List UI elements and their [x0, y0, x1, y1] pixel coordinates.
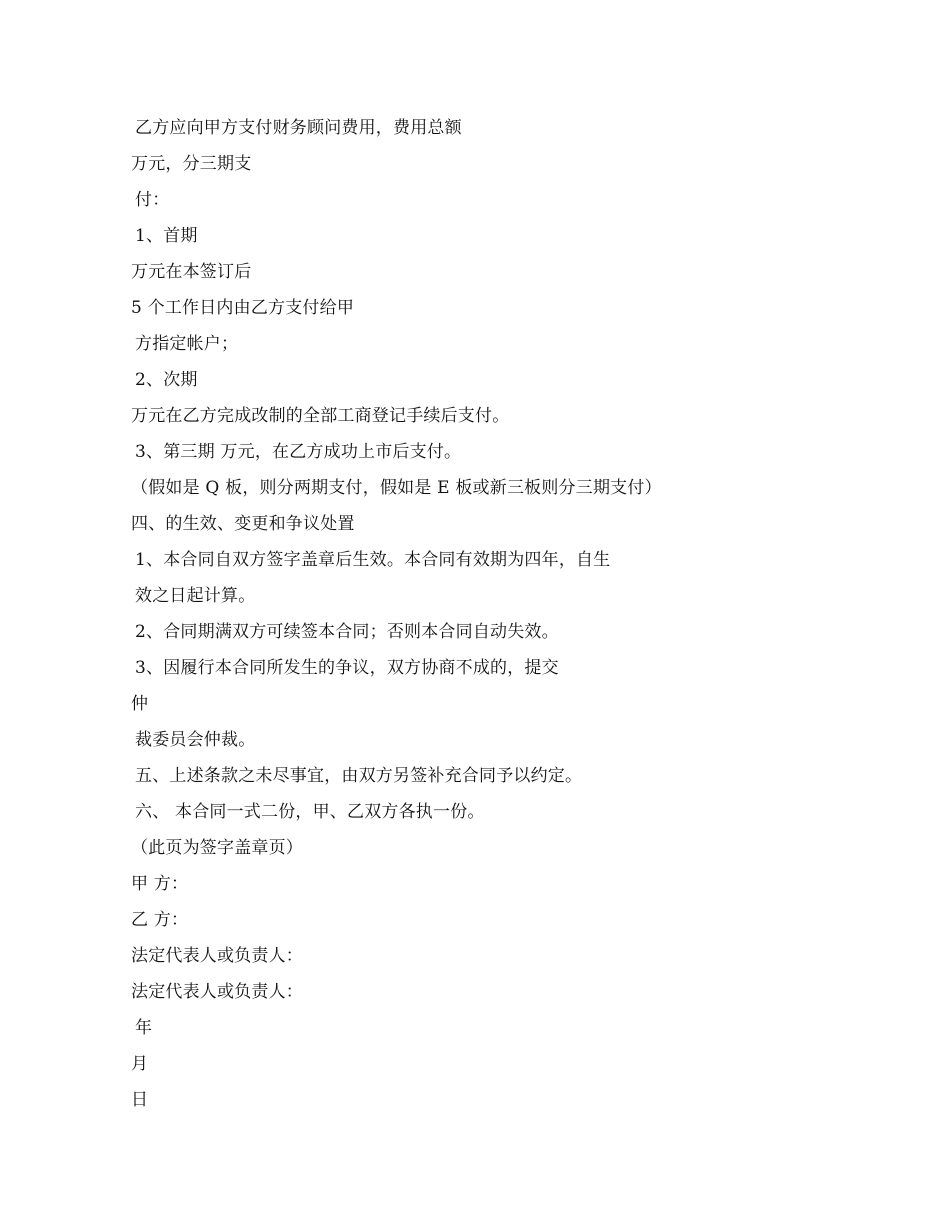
- legal-representative-label: 法定代表人或负责人：: [131, 982, 303, 1002]
- section-heading: 六、 本合同一式二份，甲、乙双方各执一份。: [135, 802, 485, 822]
- date-year-label: 年: [135, 1018, 153, 1038]
- text-line: 方指定帐户；: [135, 334, 239, 354]
- section-heading: 四、的生效、变更和争议处置: [131, 514, 355, 534]
- text-line: 5 个工作日内由乙方支付给甲: [131, 298, 355, 318]
- text-line: 3、第三期 万元，在乙方成功上市后支付。: [135, 442, 462, 462]
- text-line: 万元在乙方完成改制的全部工商登记手续后支付。: [131, 406, 510, 426]
- section-heading: 五、上述条款之未尽事宜，由双方另签补充合同予以约定。: [135, 766, 583, 786]
- text-line: 1、首期: [135, 226, 198, 246]
- text-line: 乙方应向甲方支付财务顾问费用，费用总额: [135, 118, 462, 138]
- text-line: 万元在本签订后: [131, 262, 252, 282]
- text-line: 3、因履行本合同所发生的争议，双方协商不成的，提交: [135, 658, 559, 678]
- text-line: （假如是 Q 板，则分两期支付，假如是 E 板或新三板则分三期支付）: [131, 478, 662, 498]
- text-line: 2、合同期满双方可续签本合同；否则本合同自动失效。: [135, 622, 559, 642]
- contract-text: [131, 110, 811, 1118]
- text-line: 付：: [135, 190, 170, 210]
- legal-representative-label: 法定代表人或负责人：: [131, 946, 303, 966]
- text-line: 1、本合同自双方签字盖章后生效。本合同有效期为四年，自生: [135, 550, 611, 570]
- text-line: 仲: [131, 694, 149, 714]
- date-day-label: 日: [131, 1090, 149, 1110]
- signature-page-note: （此页为签字盖章页）: [131, 838, 303, 858]
- text-line: 万元，分三期支: [131, 154, 252, 174]
- date-month-label: 月: [131, 1054, 149, 1074]
- party-a-label: 甲 方：: [131, 874, 189, 894]
- text-line: 裁委员会仲裁。: [135, 730, 256, 750]
- party-b-label: 乙 方：: [131, 910, 189, 930]
- text-line: 效之日起计算。: [135, 586, 256, 606]
- text-line: 2、次期: [135, 370, 198, 390]
